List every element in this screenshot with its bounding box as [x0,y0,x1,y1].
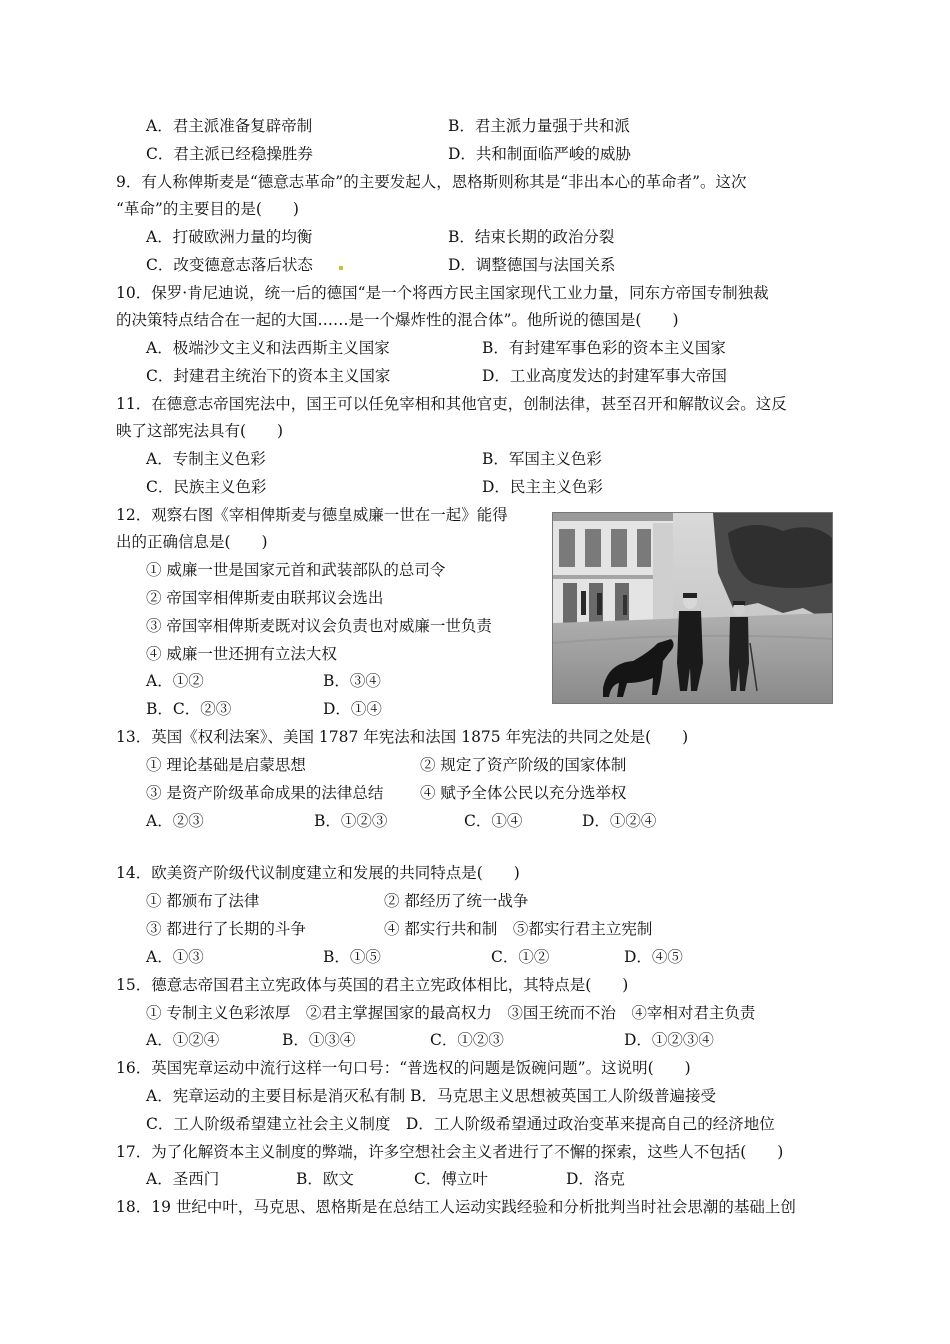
q14-item-4: ④ 都实行共和制 ⑤都实行君主立宪制 [384,920,653,938]
q13-item-3: ③ 是资产阶级革命成果的法律总结 [146,784,384,802]
q16-options-ab: A．宪章运动的主要目标是消灭私有制 B．马克思主义思想被英国工人阶级普遍接受 [146,1087,717,1105]
q10-option-d: D．工业高度发达的封建军事大帝国 [482,367,727,385]
q11-option-c: C．民族主义色彩 [146,478,267,496]
q10-stem-line2: 的决策特点结合在一起的大国……是一个爆炸性的混合体”。他所说的德国是( ) [116,311,679,329]
q14-option-c: C．①② [491,948,550,966]
q12-item-1: ① 威廉一世是国家元首和武装部队的总司令 [146,561,446,579]
q10-option-c: C．封建君主统治下的资本主义国家 [146,367,391,385]
q15-option-d: D．①②③④ [624,1031,714,1049]
q11-option-d: D．民主主义色彩 [482,478,603,496]
bismarck-wilhelm-photo [552,512,833,704]
q15-option-c: C．①②③ [430,1031,504,1049]
q13-option-a: A．②③ [146,812,204,830]
q13-option-d: D．①②④ [582,812,657,830]
photo-illustration [553,513,832,703]
q12-item-4: ④ 威廉一世还拥有立法大权 [146,645,337,663]
q12-stem-line2: 出的正确信息是( ) [116,533,268,551]
q9-stem-line2: “革命”的主要目的是( ) [116,200,299,218]
q14-item-3: ③ 都进行了长期的斗争 [146,920,306,938]
q9-option-a: A．打破欧洲力量的均衡 [146,228,313,246]
q15-stem: 15．德意志帝国君主立宪政体与英国的君主立宪政体相比，其特点是( ) [116,976,629,994]
q8-option-b: B．君主派力量强于共和派 [448,117,630,135]
q12-item-3: ③ 帝国宰相俾斯麦既对议会负责也对威廉一世负责 [146,617,492,635]
q12-option-c: B．C．②③ [146,700,232,718]
q10-option-a: A．极端沙文主义和法西斯主义国家 [146,339,390,357]
q9-stem-line1: 9．有人称俾斯麦是“德意志革命”的主要发起人，恩格斯则称其是“非出本心的革命者”。这次 [116,173,747,191]
q16-stem: 16．英国宪章运动中流行这样一句口号：“普选权的问题是饭碗问题”。这说明( ) [116,1059,691,1077]
q14-item-1: ① 都颁布了法律 [146,892,260,910]
q13-option-c: C．①④ [464,812,523,830]
q13-option-b: B．①②③ [314,812,388,830]
q14-stem: 14．欧美资产阶级代议制度建立和发展的共同特点是( ) [116,864,520,882]
q12-option-d: D．①④ [323,700,382,718]
q18-stem: 18．19 世纪中叶，马克思、恩格斯是在总结工人运动实践经验和分析批判当时社会思潮的基础上创 [116,1198,796,1216]
q14-option-a: A．①③ [146,948,204,966]
q13-stem: 13．英国《权利法案》、美国 1787 年宪法和法国 1875 年宪法的共同之处是( ) [116,728,689,746]
q10-option-b: B．有封建军事色彩的资本主义国家 [482,339,726,357]
q17-option-c: C．傅立叶 [414,1170,488,1188]
q8-option-a: A．君主派准备复辟帝制 [146,117,313,135]
q10-stem-line1: 10．保罗·肯尼迪说，统一后的德国“是一个将西方民主国家现代工业力量，同东方帝国专制独裁 [116,284,769,302]
q9-option-b: B．结束长期的政治分裂 [448,228,615,246]
q9-option-c: C．改变德意志落后状态 [146,256,313,274]
q13-item-2: ② 规定了资产阶级的国家体制 [420,756,627,774]
q14-option-d: D．④⑤ [624,948,683,966]
q15-option-b: B．①③④ [282,1031,356,1049]
q8-option-d: D．共和制面临严峻的威胁 [448,145,631,163]
q11-stem-line1: 11．在德意志帝国宪法中，国王可以任免宰相和其他官吏，创制法律，甚至召开和解散议会。这反 [116,395,787,413]
q17-option-a: A．圣西门 [146,1170,220,1188]
q17-stem: 17．为了化解资本主义制度的弊端，许多空想社会主义者进行了不懈的探索，这些人不包括( ) [116,1143,784,1161]
q17-option-d: D．洛克 [566,1170,625,1188]
q15-items: ① 专制主义色彩浓厚 ②君主掌握国家的最高权力 ③国王统而不治 ④宰相对君主负责 [146,1004,756,1022]
q9-option-d: D．调整德国与法国关系 [448,256,616,274]
q12-item-2: ② 帝国宰相俾斯麦由联邦议会选出 [146,589,384,607]
q8-option-c: C．君主派已经稳操胜券 [146,145,313,163]
print-speck [339,266,343,270]
q11-stem-line2: 映了这部宪法具有( ) [116,422,284,440]
q13-item-4: ④ 赋予全体公民以充分选举权 [420,784,627,802]
q12-option-b: B．③④ [323,672,381,690]
q16-options-cd: C．工人阶级希望建立社会主义制度 D．工人阶级希望通过政治变革来提高自己的经济地位 [146,1115,775,1133]
q14-item-2: ② 都经历了统一战争 [384,892,529,910]
q13-item-1: ① 理论基础是启蒙思想 [146,756,306,774]
q17-option-b: B．欧文 [296,1170,354,1188]
q12-option-a: A．①② [146,672,204,690]
q15-option-a: A．①②④ [146,1031,220,1049]
q14-option-b: B．①⑤ [323,948,381,966]
q11-option-a: A．专制主义色彩 [146,450,266,468]
q12-stem-line1: 12．观察右图《宰相俾斯麦与德皇威廉一世在一起》能得 [116,506,508,524]
q11-option-b: B．军国主义色彩 [482,450,602,468]
